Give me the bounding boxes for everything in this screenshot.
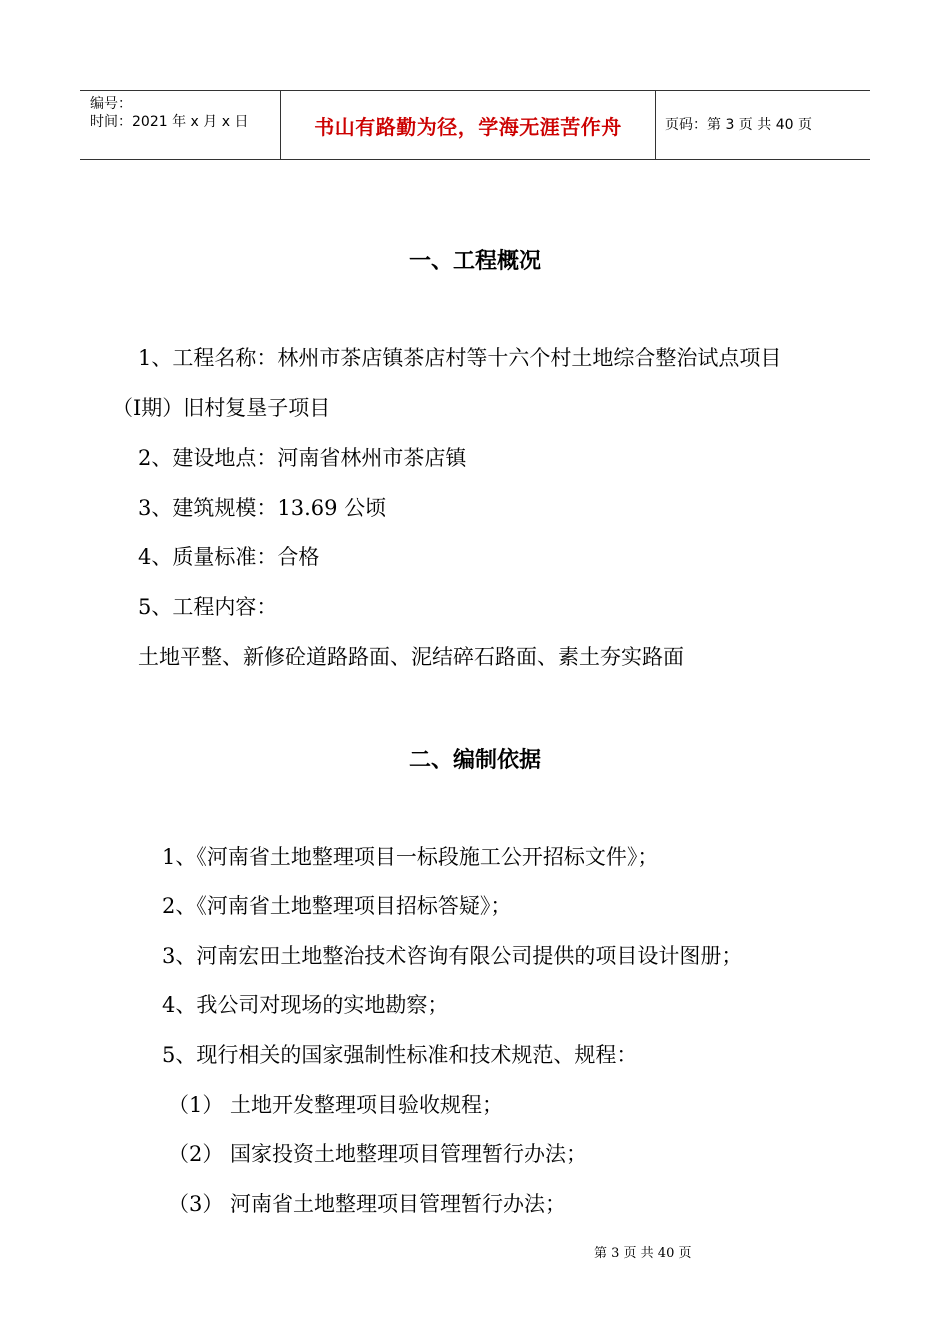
section2-line-4: 4、我公司对现场的实地勘察； (162, 993, 449, 1017)
section1-title: 一、工程概况 (408, 249, 541, 274)
section1-line-2: （Ⅰ期）旧村复垦子项目 (112, 396, 331, 420)
section1-line-6: 5、工程内容： (138, 595, 278, 619)
section2-title: 二、编制依据 (408, 748, 541, 773)
header-motto-cell (280, 91, 656, 159)
section1-line-4: 3、建筑规模：13.69 公顷 (138, 496, 387, 520)
header-meta (80, 91, 280, 159)
header-motto: 书山有路勤为径，学海无涯苦作舟 (314, 114, 622, 139)
section2-line-6: （1） 土地开发整理项目验收规程； (168, 1093, 504, 1117)
header-page-cell (655, 91, 870, 159)
header-page-info: 页码：第 3 页 共 40 页 (665, 117, 812, 133)
section2-line-8: （3） 河南省土地整理项目管理暂行办法； (168, 1192, 567, 1216)
section2-line-1: 1、《河南省土地整理项目一标段施工公开招标文件》； (162, 845, 659, 869)
section2-line-5: 5、现行相关的国家强制性标准和技术规范、规程： (162, 1043, 638, 1067)
section1-line-7: 土地平整、新修砼道路路面、泥结碎石路面、素土夯实路面 (138, 645, 684, 669)
section1-line-5: 4、质量标准：合格 (138, 545, 320, 569)
section1-line-3: 2、建设地点：河南省林州市茶店镇 (138, 446, 467, 470)
section2-line-7: （2） 国家投资土地整理项目管理暂行办法； (168, 1142, 588, 1166)
document-time: 时间：2021 年 x 月 x 日 (90, 114, 249, 130)
document-number-label: 编号： (90, 96, 132, 112)
section2-line-2: 2、《河南省土地整理项目招标答疑》； (162, 894, 512, 918)
page-header (80, 90, 870, 160)
page-footer: 第 3 页 共 40 页 (594, 1246, 692, 1261)
section1-line-1: 1、工程名称：林州市茶店镇茶店村等十六个村土地综合整治试点项目 (138, 346, 782, 370)
section2-line-3: 3、河南宏田土地整治技术咨询有限公司提供的项目设计图册； (162, 944, 743, 968)
